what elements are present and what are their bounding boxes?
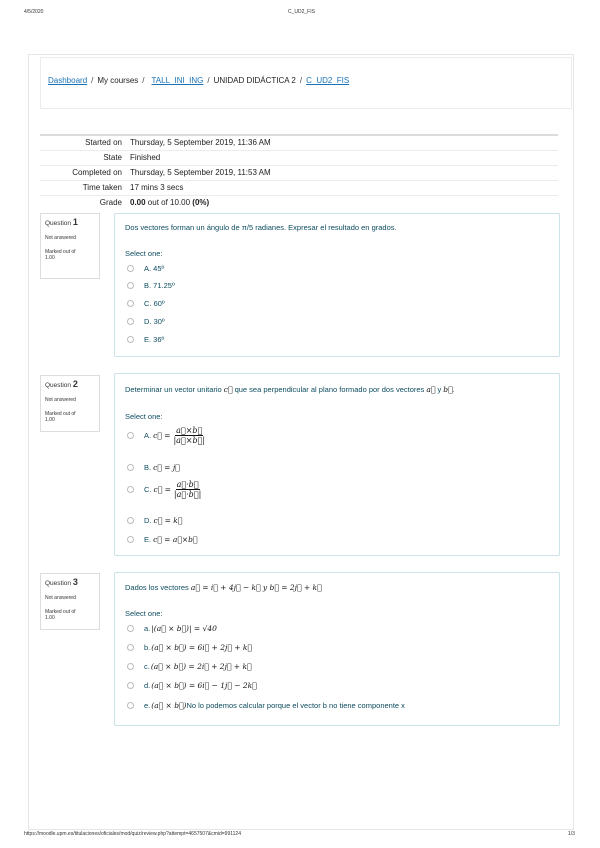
answer-option[interactable] — [127, 299, 165, 308]
question-text-part: y — [435, 385, 444, 394]
answer-option[interactable] — [127, 264, 164, 273]
radio-button[interactable] — [127, 432, 134, 439]
question-text-part: que sea perpendicular al plano formado por dos vectores — [232, 385, 427, 394]
summary-row-started — [40, 134, 558, 150]
option-letter: e. — [144, 701, 151, 710]
question-marked: Marked out of — [45, 411, 76, 417]
summary-value — [130, 196, 209, 210]
attempt-summary-table — [40, 134, 558, 210]
radio-button[interactable] — [127, 265, 134, 272]
question-max-mark: 1.00 — [45, 417, 55, 423]
breadcrumb-course[interactable]: TALL_INI_ING — [151, 76, 204, 85]
fraction-numerator: a⃗×b⃗ — [176, 426, 203, 435]
question-info-3 — [40, 573, 100, 630]
question-label: Question — [45, 382, 72, 389]
answer-option[interactable] — [127, 681, 257, 690]
answer-option[interactable] — [127, 535, 197, 544]
radio-button[interactable] — [127, 300, 134, 307]
question-marked: Marked out of — [45, 249, 76, 255]
option-letter: d. — [144, 681, 151, 690]
question-state: Not answered — [45, 235, 76, 241]
radio-button[interactable] — [127, 644, 134, 651]
question-box-3 — [114, 572, 560, 726]
option-fraction — [174, 480, 201, 499]
breadcrumb-unit: UNIDAD DIDÁCTICA 2 — [213, 76, 296, 85]
question-max-mark: 1.00 — [45, 255, 55, 261]
option-math: (a⃗ × b⃗) = 6i⃗ − 1j⃗ − 2k⃗ — [151, 681, 257, 690]
question-text — [125, 583, 322, 592]
summary-row-state — [40, 150, 558, 165]
radio-button[interactable] — [127, 336, 134, 343]
option-math: (a⃗ × b⃗) — [151, 701, 187, 710]
option-math: c⃗ = a⃗×b⃗ — [153, 535, 198, 544]
breadcrumb-separator: / — [91, 76, 94, 85]
option-math: (a⃗ × b⃗) = 2i⃗ + 2j⃗ + k⃗ — [150, 662, 252, 671]
radio-button[interactable] — [127, 486, 134, 493]
radio-button[interactable] — [127, 702, 134, 709]
option-math: c⃗ = — [153, 431, 171, 440]
summary-value: 17 mins 3 secs — [130, 183, 184, 192]
fraction-numerator: a⃗·b⃗ — [176, 480, 199, 489]
print-page-number: 1/3 — [568, 831, 575, 837]
answer-option[interactable] — [127, 624, 217, 633]
question-box-1 — [114, 213, 560, 357]
summary-label: Grade — [99, 198, 122, 207]
summary-value: Finished — [130, 153, 161, 162]
answer-option[interactable] — [127, 281, 175, 290]
answer-option[interactable] — [127, 463, 180, 472]
option-text: No lo podemos calcular porque el vector b no tiene componente x — [186, 701, 405, 710]
breadcrumb — [40, 57, 572, 109]
breadcrumb-separator: / — [207, 76, 210, 85]
answer-option[interactable] — [127, 480, 201, 499]
grade-score: 0.00 — [130, 198, 146, 207]
option-label: A. 45º — [144, 264, 165, 273]
answer-option[interactable] — [127, 662, 252, 671]
option-letter: C. — [144, 485, 152, 494]
print-date: 4/5/2020 — [24, 9, 44, 15]
summary-row-time-taken — [40, 180, 558, 195]
option-letter: A. — [144, 431, 152, 440]
breadcrumb-dashboard[interactable]: Dashboard — [48, 76, 88, 85]
summary-label: Started on — [85, 138, 122, 147]
question-text — [125, 385, 455, 394]
question-max-mark: 1.00 — [45, 615, 55, 621]
question-info-2 — [40, 375, 100, 432]
option-letter: B. — [144, 463, 152, 472]
select-one-label: Select one: — [125, 609, 163, 618]
question-text-part: . — [452, 385, 455, 394]
summary-row-grade — [40, 195, 558, 210]
option-math: c⃗ = j⃗ — [153, 463, 180, 472]
answer-option[interactable] — [127, 426, 205, 445]
question-marked: Marked out of — [45, 609, 76, 615]
question-box-2 — [114, 373, 560, 556]
select-one-label: Select one: — [125, 412, 163, 421]
fraction-denominator: |a⃗·b⃗| — [173, 490, 202, 499]
question-text-part: Dados los vectores — [125, 583, 191, 592]
radio-button[interactable] — [127, 682, 134, 689]
question-info-1 — [40, 213, 100, 279]
question-number — [45, 577, 96, 587]
summary-row-completed — [40, 165, 558, 180]
grade-out-of: out of 10.00 — [145, 198, 193, 207]
option-label: B. 71.25º — [144, 281, 175, 290]
option-letter: E. — [144, 535, 152, 544]
option-label: C. 60º — [144, 299, 165, 308]
grade-percent: (0%) — [192, 198, 210, 207]
option-math: c⃗ = — [153, 485, 171, 494]
option-letter: b. — [144, 643, 151, 652]
print-url: https://moodle.upm.es/titulaciones/oficiales/mod/quiz/review.php?attempt=4657507&cmid=991124 — [24, 831, 241, 837]
answer-option[interactable] — [127, 516, 182, 525]
summary-value: Thursday, 5 September 2019, 11:53 AM — [130, 168, 271, 177]
option-math: (a⃗ × b⃗) = 6i⃗ + 2j⃗ + k⃗ — [151, 643, 252, 652]
question-text: Dos vectores forman un ángulo de π/5 radianes. Expresar el resultado en grados. — [125, 223, 397, 232]
option-label: E. 36º — [144, 335, 165, 344]
option-label: D. 30º — [144, 317, 165, 326]
question-number — [45, 379, 96, 389]
answer-option[interactable] — [127, 643, 252, 652]
question-text-part: Determinar un vector unitario — [125, 385, 224, 394]
breadcrumb-my-courses: My courses — [97, 76, 139, 85]
question-state: Not answered — [45, 595, 76, 601]
radio-button[interactable] — [127, 282, 134, 289]
select-one-label: Select one: — [125, 249, 163, 258]
fraction-denominator: |a⃗×b⃗| — [173, 436, 206, 445]
radio-button[interactable] — [127, 536, 134, 543]
answer-option[interactable] — [127, 701, 405, 710]
breadcrumb-separator: / — [299, 76, 303, 85]
option-fraction — [173, 426, 205, 445]
option-letter: a. — [144, 624, 151, 633]
radio-button[interactable] — [127, 625, 134, 632]
breadcrumb-separator: / — [142, 76, 145, 85]
vector-a: a⃗ — [426, 385, 436, 394]
radio-button[interactable] — [127, 663, 134, 670]
answer-option[interactable] — [127, 317, 165, 326]
radio-button[interactable] — [127, 517, 134, 524]
question-number-value: 2 — [72, 379, 78, 389]
question-number-value: 1 — [72, 217, 78, 227]
question-math: a⃗ = i⃗ + 4j⃗ − k⃗ y b⃗ = 2j⃗ + k⃗ — [190, 583, 322, 592]
answer-option[interactable] — [127, 335, 164, 344]
question-label: Question — [45, 220, 72, 227]
summary-label: Time taken — [82, 183, 122, 192]
summary-label: State — [103, 153, 122, 162]
question-number — [45, 217, 96, 227]
question-state: Not answered — [45, 397, 76, 403]
summary-value: Thursday, 5 September 2019, 11:36 AM — [130, 138, 271, 147]
vector-b: b⃗ — [443, 385, 453, 394]
option-letter: D. — [144, 516, 152, 525]
breadcrumb-quiz[interactable]: C_UD2_FIS — [306, 76, 350, 85]
option-letter: c. — [144, 662, 150, 671]
vector-c: c⃗ — [223, 385, 233, 394]
option-math: c⃗ = k⃗ — [153, 516, 183, 525]
option-math: |(a⃗ × b⃗)| = √40 — [151, 624, 217, 633]
radio-button[interactable] — [127, 464, 134, 471]
question-number-value: 3 — [72, 577, 78, 587]
summary-label: Completed on — [72, 168, 122, 177]
radio-button[interactable] — [127, 318, 134, 325]
print-title: C_UD2_FIS — [288, 9, 315, 15]
question-label: Question — [45, 580, 72, 587]
